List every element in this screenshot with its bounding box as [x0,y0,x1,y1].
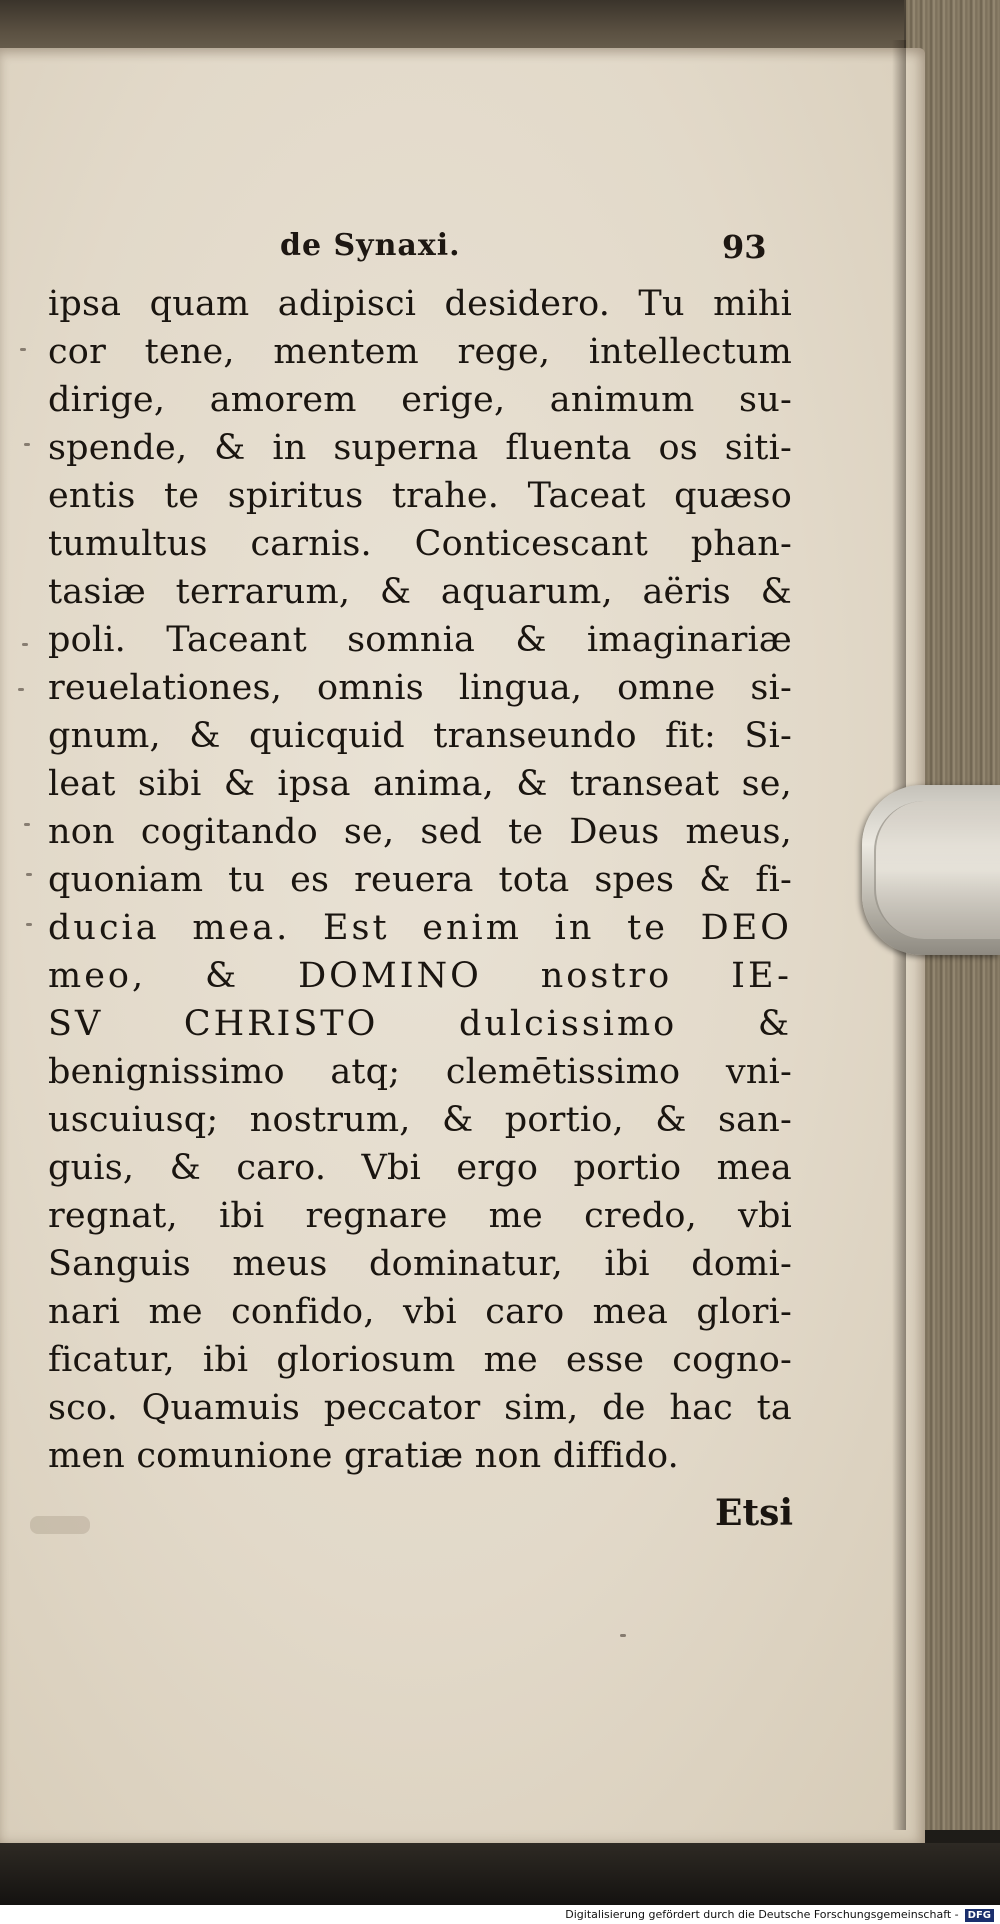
page-number: 93 [722,228,767,266]
page-clip [862,785,1000,955]
margin-speck [22,643,28,646]
text-line: ficatur, ibi gloriosum me esse cogno- [48,1340,792,1380]
text-line: sco. Quamuis peccator sim, de hac ta [48,1388,792,1428]
margin-speck [24,443,30,446]
text-line: cor tene, mentem rege, intellectum [48,332,792,372]
text-line: ducia mea. Est enim in te DEO [48,908,792,948]
text-line: tasiæ terrarum, & aquarum, aëris & [48,572,792,612]
running-head [0,228,925,278]
text-line: regnat, ibi regnare me credo, vbi [48,1196,792,1236]
text-line: nari me confido, vbi caro mea glori- [48,1292,792,1332]
margin-speck [620,1634,626,1637]
text-line: uscuiusq; nostrum, & portio, & san- [48,1100,792,1140]
scan-background [0,1843,1000,1905]
text-line: quoniam tu es reuera tota spes & fi- [48,860,792,900]
text-line: reuelationes, omnis lingua, omne si- [48,668,792,708]
margin-speck [18,688,24,691]
text-line: dirige, amorem erige, animum su- [48,380,792,420]
book-page [0,48,925,1843]
margin-speck [26,923,32,926]
margin-speck [26,873,32,876]
text-line: guis, & caro. Vbi ergo portio mea [48,1148,792,1188]
text-line: leat sibi & ipsa anima, & transeat se, [48,764,792,804]
text-line: benignissimo atq; clemētissimo vni- [48,1052,792,1092]
text-line: gnum, & quicquid transeundo fit: Si- [48,716,792,756]
footer-credit-bar [0,1905,1000,1924]
text-line: meo, & DOMINO nostro IE- [48,956,792,996]
running-head-title: de Synaxi. [280,228,461,263]
text-line: tumultus carnis. Conticescant phan- [48,524,792,564]
text-line: men comunione gratiæ non diffido. [48,1436,680,1476]
text-line: SV CHRISTO dulcissimo & [48,1004,792,1044]
text-line: spende, & in superna fluenta os siti- [48,428,792,468]
text-line: Sanguis meus dominatur, ibi domi- [48,1244,792,1284]
footer-credit-text: Digitalisierung gefördert durch die Deutsche Forschungsgemeinschaft - [565,1908,959,1921]
margin-speck [20,348,26,351]
ink-smudge [30,1516,90,1534]
margin-speck [24,823,30,826]
page-clip-inner [874,801,1000,939]
text-line: ipsa quam adipisci desidero. Tu mihi [48,284,792,324]
text-line: non cogitando se, sed te Deus meus, [48,812,792,852]
text-line: poli. Taceant somnia & imaginariæ [48,620,792,660]
text-line: entis te spiritus trahe. Taceat quæso [48,476,792,516]
body-text [48,280,792,1480]
dfg-logo: DFG [965,1909,994,1922]
catchword: Etsi [715,1492,794,1534]
